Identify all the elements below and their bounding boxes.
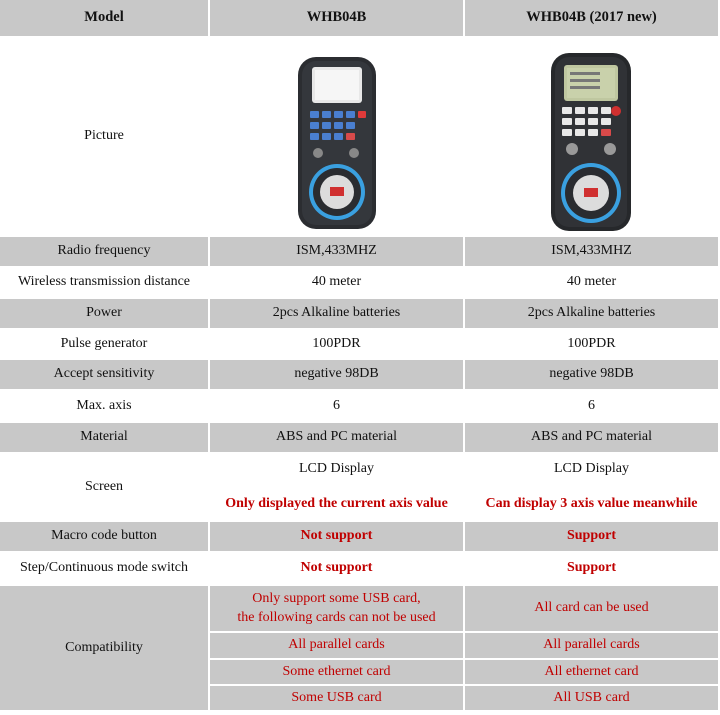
screen-v1-text: LCD Display [298, 461, 375, 477]
row-label-material: Material [0, 423, 210, 454]
row-label-macro: Macro code button [0, 522, 210, 553]
axis-v2: 6 [465, 391, 720, 423]
sensitivity-v1: negative 98DB [210, 360, 465, 391]
header-whb04b-2017: WHB04B (2017 new) [465, 0, 720, 38]
radio-v1: ISM,433MHZ [210, 237, 465, 268]
row-label-pulse: Pulse generator [0, 330, 210, 360]
row-label-radio: Radio frequency [0, 237, 210, 268]
screen-v1 [210, 454, 465, 522]
screen-v2-text: LCD Display [553, 461, 630, 477]
screen-v2-note: Can display 3 axis value meanwhile [485, 496, 698, 511]
material-v2: ABS and PC material [465, 423, 720, 454]
row-label-distance: Wireless transmission distance [0, 268, 210, 299]
compat-v1-line1: Only support some USB card, [252, 590, 421, 606]
macro-v1: Not support [210, 522, 465, 553]
compat-sub-v2: All parallel cards [465, 633, 720, 660]
pendant-new-illustration [544, 45, 639, 235]
compat-sub-v1: Some ethernet card [210, 660, 465, 686]
step-v2: Support [465, 553, 720, 586]
header-model: Model [0, 0, 210, 38]
pulse-v1: 100PDR [210, 330, 465, 360]
power-v1: 2pcs Alkaline batteries [210, 299, 465, 330]
row-label-screen: Screen [0, 454, 210, 522]
header-whb04b: WHB04B [210, 0, 465, 38]
radio-v2: ISM,433MHZ [465, 237, 720, 268]
row-label-power: Power [0, 299, 210, 330]
compat-v1-main [210, 586, 465, 633]
picture-label: Picture [0, 38, 210, 237]
pulse-v2: 100PDR [465, 330, 720, 360]
row-label-compat: Compatibility [0, 586, 210, 712]
compat-v1-line2: the following cards can not be used [237, 609, 436, 625]
pendant-image-new [465, 38, 720, 237]
row-label-sensitivity: Accept sensitivity [0, 360, 210, 391]
compat-sub-v1: All parallel cards [210, 633, 465, 660]
step-v1: Not support [210, 553, 465, 586]
pendant-old-illustration [292, 47, 382, 232]
pendant-image-old [210, 38, 465, 237]
distance-v2: 40 meter [465, 268, 720, 299]
sensitivity-v2: negative 98DB [465, 360, 720, 391]
compat-sub-v1: Some USB card [210, 686, 465, 712]
screen-v1-note: Only displayed the current axis value [225, 496, 448, 511]
distance-v1: 40 meter [210, 268, 465, 299]
screen-v2 [465, 454, 720, 522]
compat-v2-main: All card can be used [465, 586, 720, 633]
row-label-axis: Max. axis [0, 391, 210, 423]
compat-sub-v2: All USB card [465, 686, 720, 712]
macro-v2: Support [465, 522, 720, 553]
axis-v1: 6 [210, 391, 465, 423]
row-label-step: Step/Continuous mode switch [0, 553, 210, 586]
compat-sub-v2: All ethernet card [465, 660, 720, 686]
material-v1: ABS and PC material [210, 423, 465, 454]
power-v2: 2pcs Alkaline batteries [465, 299, 720, 330]
